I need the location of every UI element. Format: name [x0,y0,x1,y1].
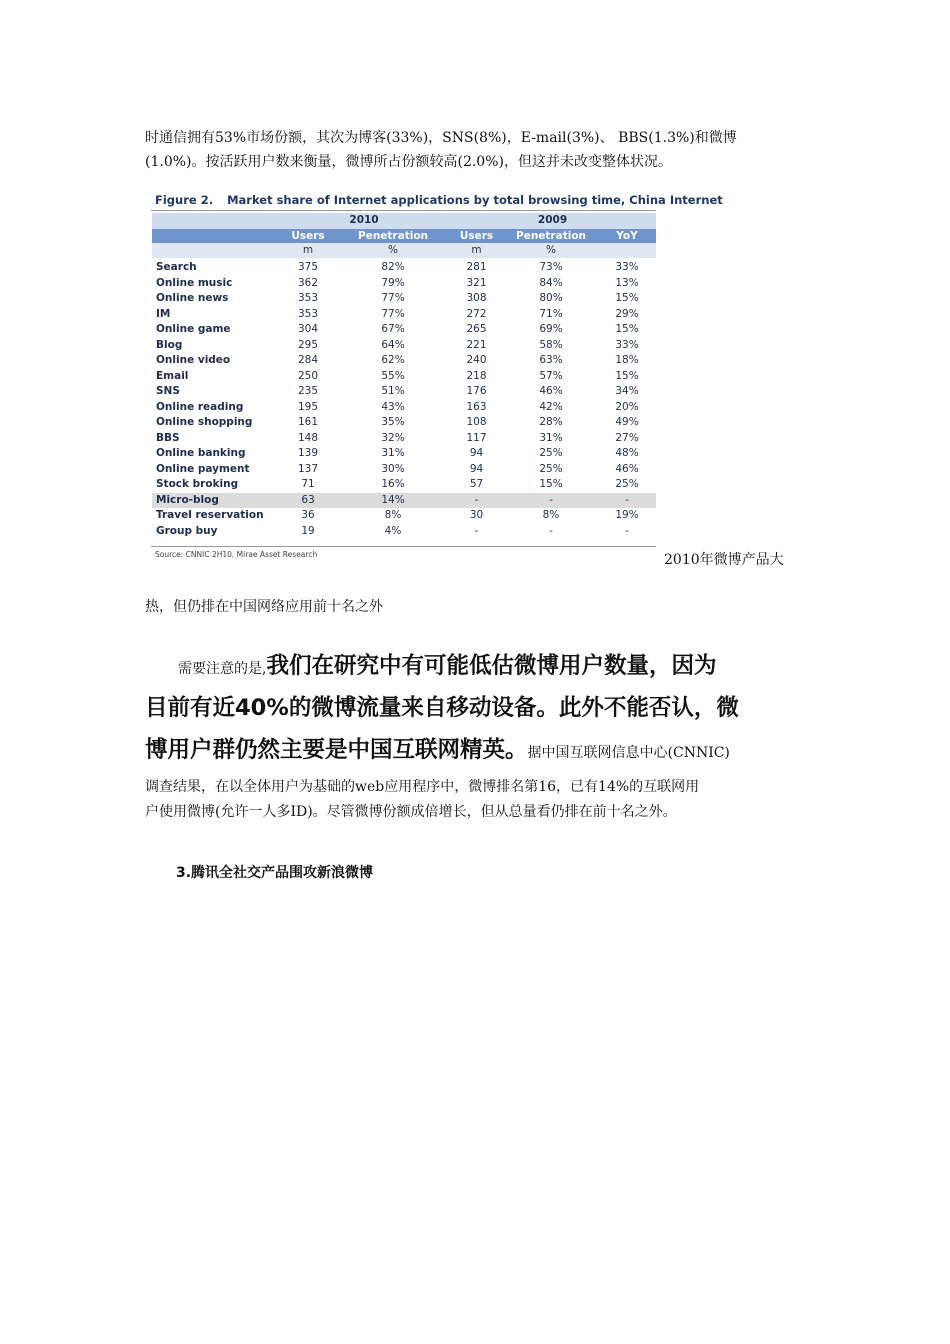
cell-users-2010: 137 [297,462,319,475]
cell-users-2010: 295 [297,338,319,351]
cell-penetration-2009: 71% [539,307,563,320]
note-bold-1: 我们在研究中有可能低估微博用户数量，因为 [266,653,717,679]
note-bold-3: 博用户群仍然主要是中国互联网精英。 [145,737,528,763]
figure-title [155,193,723,207]
cell-yoy: 49% [615,416,639,428]
caption-part-1: 2010年微博产品大 [664,552,784,568]
cell-users-2009: 218 [466,369,487,382]
unit-yoy-blank [598,243,656,259]
cell-penetration-2009: 58% [539,338,563,351]
cell-users-2009: 57 [469,478,484,490]
cell-yoy: 34% [615,385,639,397]
cell-users-2010: 353 [297,292,319,304]
row-label: Group buy [156,524,218,537]
cell-users-2010: 63 [279,493,337,509]
table-row [152,462,656,478]
cell-yoy: 15% [615,323,639,335]
unit-users-2010: m [279,243,337,259]
note-lead: 需要注意的是, [178,661,267,677]
cell-yoy: 27% [615,431,639,444]
intro-paragraph [145,126,805,174]
note-line-2 [145,687,807,729]
table-row [152,415,656,431]
cell-penetration-2009: 31% [539,431,563,444]
unit-penetration-2010: % [337,243,449,259]
cell-users-2009: 94 [469,447,484,459]
table-body [152,258,656,539]
cell-users-2009: 272 [466,307,487,320]
table-row [152,291,656,307]
row-label: Online news [156,292,229,304]
table-row [152,384,656,400]
cell-penetration-2009: 25% [539,462,563,475]
cell-users-2010: 71 [301,478,315,490]
cell-penetration-2010: 64% [381,338,405,351]
cell-yoy: 19% [615,509,639,521]
cell-users-2009: 265 [466,323,487,335]
cell-penetration-2009: 8% [542,509,560,521]
cell-users-2010: 139 [297,447,319,459]
cell-penetration-2010: 79% [381,276,405,289]
cell-penetration-2010: 4% [384,524,402,537]
row-label: Online music [156,276,233,289]
caption-part-2: 热，但仍排在中国网络应用前十名之外 [145,599,383,615]
table-row [152,322,656,338]
row-label: Online payment [156,462,250,475]
cell-penetration-2010: 55% [381,369,405,382]
cell-users-2010: 161 [297,416,319,428]
intro-line-2: (1.0%)。按活跃用户数来衡量，微博所占份额较高(2.0%)，但这并未改变整体状况。 [145,154,672,170]
cell-penetration-2009: 57% [539,369,563,382]
cell-users-2009: 117 [466,431,487,444]
cell-users-2010: 250 [297,369,319,382]
cell-penetration-2010: 14% [337,493,449,509]
row-label: IM [156,307,171,320]
cell-users-2009: 176 [466,385,487,397]
row-label: Online banking [156,447,246,459]
cell-yoy: 25% [615,478,639,490]
table-row [152,493,656,509]
figure-top-rule [151,210,656,211]
cell-penetration-2010: 77% [381,292,405,304]
cell-penetration-2010: 16% [381,478,405,490]
table-row [152,508,656,524]
cell-yoy: 48% [615,447,639,459]
row-label: Micro-blog [152,493,279,509]
section-heading-3: 3.腾讯全社交产品围攻新浪微博 [176,865,374,881]
cell-penetration-2010: 8% [384,509,402,521]
note-tail-2: 调查结果，在以全体用户为基础的web应用程序中，微博排名第16，已有14%的互联网用 [145,779,700,795]
col-users-2009: Users [449,229,504,243]
table-row [152,524,656,540]
note-line-3 [145,729,807,771]
row-label: SNS [156,385,180,397]
figure-label: Figure 2. [155,193,214,207]
year-2010-header: 2010 [279,213,449,229]
cell-yoy: 15% [615,292,639,304]
cell-yoy: 33% [615,338,639,351]
note-tail-3: 户使用微博(允许一人多ID)。尽管微博份额成倍增长，但从总量看仍排在前十名之外。 [145,804,677,820]
cell-yoy: - [598,493,656,509]
cell-users-2009: 240 [466,354,487,366]
cell-yoy: - [625,524,629,537]
cell-penetration-2009: 15% [539,478,563,490]
row-label: Online shopping [156,416,253,428]
year-2009-header: 2009 [449,213,656,229]
cell-penetration-2010: 35% [381,416,405,428]
cell-users-2010: 36 [301,509,315,521]
col-users-2010: Users [279,229,337,243]
table-row [152,338,656,354]
table-row [152,353,656,369]
cell-penetration-2010: 77% [381,307,405,320]
cell-penetration-2009: 84% [539,276,563,289]
cell-penetration-2010: 62% [381,354,405,366]
cell-penetration-2010: 30% [381,462,405,475]
unit-penetration-2009: % [504,243,598,259]
note-paragraph [145,645,807,825]
col-penetration-2009: Penetration [504,229,598,243]
cell-penetration-2009: - [504,493,598,509]
year-header-row [152,213,656,229]
cell-yoy: 13% [615,276,639,289]
cell-users-2010: 284 [297,354,319,366]
cell-penetration-2009: 73% [539,261,563,273]
cell-users-2010: 235 [297,385,319,397]
cell-penetration-2010: 51% [381,385,405,397]
row-label: BBS [156,431,180,444]
table-row [152,431,656,447]
cell-penetration-2009: 63% [539,354,563,366]
unit-users-2009: m [449,243,504,259]
cell-penetration-2009: - [549,524,553,537]
year-header-blank [152,213,279,229]
cell-yoy: 18% [615,354,639,366]
table-row [152,477,656,493]
note-tail-1: 据中国互联网信息中心(CNNIC) [527,745,730,761]
note-line-1 [145,645,807,687]
table-row [152,258,656,276]
cell-users-2009: - [449,493,504,509]
cell-users-2010: 362 [297,276,319,289]
cell-users-2009: - [474,524,479,537]
table-row [152,446,656,462]
row-label: Email [156,369,189,382]
figure-source: Source: CNNIC 2H10, Mirae Asset Research [155,550,318,559]
column-header-row [152,229,656,243]
cell-users-2009: 94 [469,462,484,475]
cell-yoy: 29% [615,307,639,320]
cell-yoy: 46% [615,462,639,475]
figure-bottom-rule [151,546,656,547]
market-share-table [152,213,656,539]
row-label: Online video [156,354,231,366]
row-label: Online reading [156,400,244,413]
cell-users-2010: 353 [297,307,319,320]
cell-penetration-2009: 42% [539,400,563,413]
cell-penetration-2009: 46% [539,385,563,397]
unit-blank [152,243,279,259]
cell-penetration-2009: 69% [539,323,563,335]
cell-users-2009: 221 [466,338,487,351]
cell-users-2009: 308 [466,292,487,304]
cell-users-2010: 304 [297,323,319,335]
cell-penetration-2010: 31% [381,447,405,459]
column-header-blank [152,229,279,243]
cell-penetration-2009: 80% [539,292,563,304]
cell-yoy: 15% [615,369,639,382]
row-label: Stock broking [156,478,239,490]
cell-penetration-2010: 43% [381,400,405,413]
col-penetration-2010: Penetration [337,229,449,243]
row-label: Travel reservation [156,509,264,521]
col-yoy: YoY [598,229,656,243]
cell-penetration-2010: 32% [381,431,405,444]
cell-users-2009: 30 [469,509,484,521]
cell-users-2010: 375 [297,261,319,273]
table-row [152,276,656,292]
cell-yoy: 33% [615,261,639,273]
cell-users-2009: 163 [466,400,487,413]
cell-yoy: 20% [615,400,639,413]
intro-line-1: 时通信拥有53%市场份额，其次为博客(33%)，SNS(8%)，E-mail(3%)、 BBS(1.3%)和微博 [145,130,737,146]
cell-penetration-2010: 82% [381,261,405,273]
table-row [152,369,656,385]
figure-2 [147,192,723,567]
cell-users-2009: 321 [466,276,487,289]
cell-users-2010: 19 [301,524,315,537]
cell-users-2009: 281 [466,261,487,273]
row-label: Search [156,261,197,273]
row-label: Blog [156,338,183,351]
cell-users-2010: 148 [297,431,319,444]
table-row [152,307,656,323]
cell-penetration-2009: 28% [539,416,563,428]
cell-users-2010: 195 [297,400,319,413]
figure-title-text: Market share of Internet applications by total browsing time, China Internet [227,193,723,207]
cell-users-2009: 108 [466,416,487,428]
row-label: Online game [156,323,231,335]
units-row [152,243,656,259]
cell-penetration-2010: 67% [381,323,405,335]
table-row [152,400,656,416]
note-bold-2: 目前有近40%的微博流量来自移动设备。此外不能否认，微 [145,695,739,721]
cell-penetration-2009: 25% [539,447,563,459]
